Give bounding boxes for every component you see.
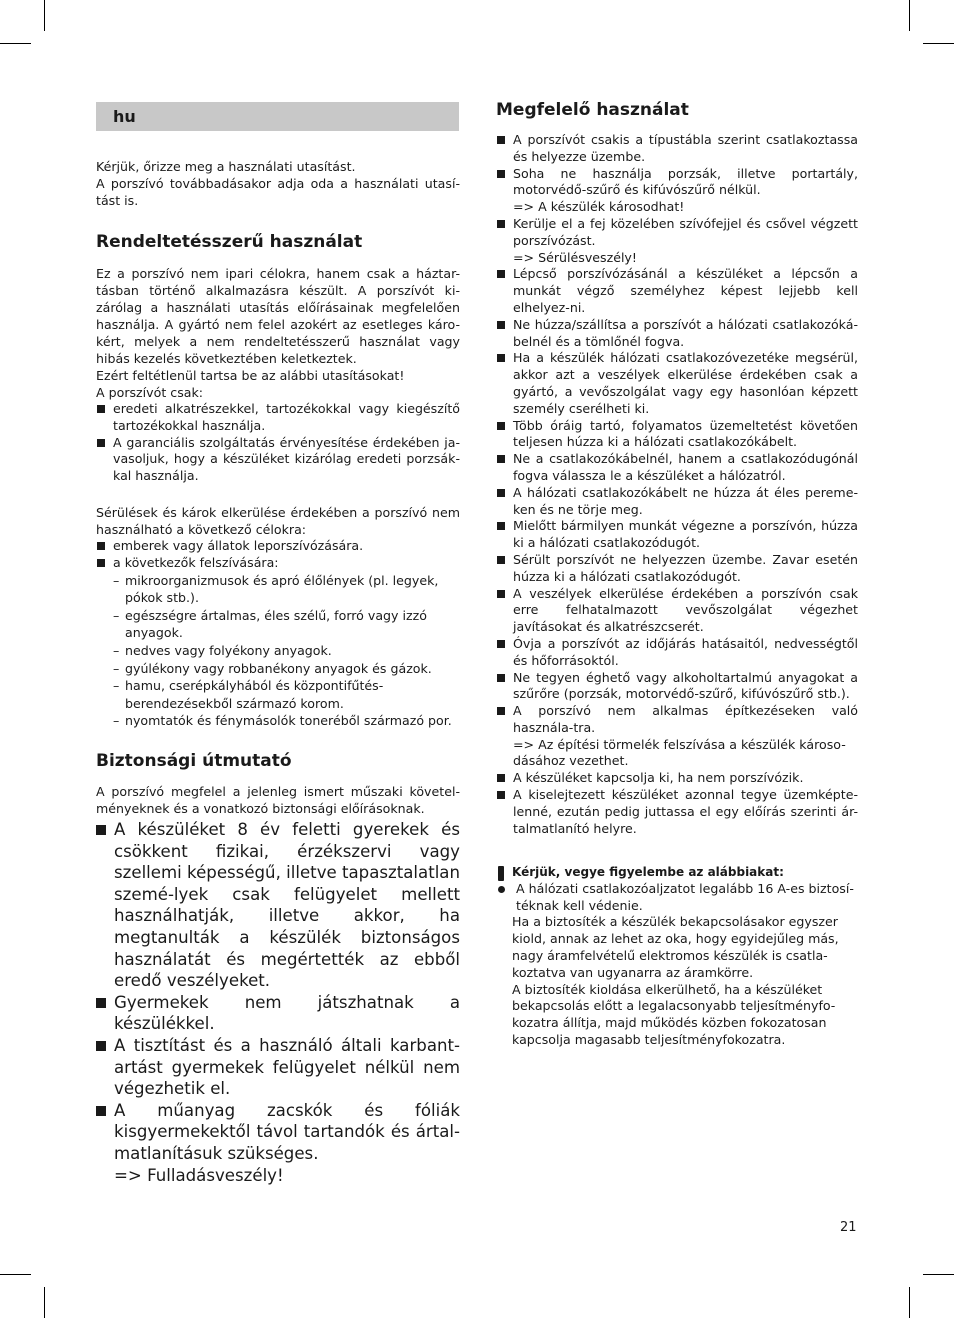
list-item xyxy=(496,216,858,266)
note-box xyxy=(512,864,858,1049)
list-item-text: Ha a készülék hálózati csatlakozóvezetéke megsérül, akkor azt a veszélyek elkerülése érdekében csak a gyártó, a vevőszolgálat vagy egy hasonlóan képzett személy cserélheti ki. xyxy=(513,350,858,416)
list-item xyxy=(496,132,858,166)
list-item-note: => A készülék károsodhat! xyxy=(513,199,685,215)
paragraph: A porszívót csak: xyxy=(96,385,204,400)
list-item: A műanyag zacskók és fóliák kisgyermekektől távol tartandók és ártal-matlanításuk szükséges. xyxy=(96,1100,460,1165)
sub-list xyxy=(96,572,460,730)
list-item-text: Kerülje el a fej közelében szívófejjel és csővel végzett porszívózást. xyxy=(513,215,858,248)
list-item xyxy=(496,518,858,552)
bullet-list xyxy=(496,132,858,837)
sub-item: – nyomtatók és fénymásolók toneréből származó por. xyxy=(113,712,460,730)
list-item xyxy=(496,418,858,452)
section-title: Megfelelő használat xyxy=(496,100,689,120)
sub-item: – gyúlékony vagy robbanékony anyagok és gázok. xyxy=(113,660,460,678)
warning-text: => Fulladásveszély! xyxy=(114,1165,284,1185)
list-item-note: => Sérülésveszély! xyxy=(513,249,637,265)
list-item-text: Sérült porszívót ne helyezzen üzembe. Zavar esetén húzza ki a hálózati csatlakozódugót. xyxy=(513,551,858,584)
list-item: A tisztítást és a használó általi karbant-artást gyermekek felügyelet nélkül nem végezhetik el. xyxy=(96,1035,460,1100)
list-item-text: Óvja a porszívót az időjárás hatásaitól, nedvességtől és hőforrásoktól. xyxy=(513,635,858,668)
crop-mark xyxy=(0,43,31,44)
section-body xyxy=(96,504,460,730)
list-item: A garanciális szolgáltatás érvényesítése érdekében ja-vasoljuk, hogy a készüléket kizárólag eredeti porzsák-kal használja. xyxy=(96,435,460,485)
list-item xyxy=(496,166,858,216)
paragraph: A porszívó megfelel a jelenleg ismert műszaki követel-ményeknek és a vonatkozó biztonsági előírásoknak. xyxy=(96,784,460,816)
sub-item: – egészségre ártalmas, éles szélű, forró vagy izzó anyagok. xyxy=(113,607,460,642)
intro xyxy=(96,158,460,209)
section-title: Biztonsági útmutató xyxy=(96,751,292,771)
list-item-text: Soha ne használja porzsák, illetve portartály, motorvédő-szűrő és kifúvószűrő nélkül. xyxy=(513,165,858,198)
intro-line: A porszívó továbbadásakor adja oda a használati utasí-tást is. xyxy=(96,176,460,208)
exclamation-icon xyxy=(496,866,506,893)
language-bar: hu xyxy=(96,102,459,131)
section-body xyxy=(96,265,460,485)
crop-mark xyxy=(923,43,954,44)
warning xyxy=(96,1165,460,1187)
list-item xyxy=(496,350,858,417)
list-item: emberek vagy állatok leporszívózására. xyxy=(96,538,460,555)
note-paragraph: A biztosíték kioldása elkerülhető, ha a készüléket bekapcsolás előtt a legalacsonyabb teljesítményfo-kozatra állítja, majd működés közben fokozatosan kapcsolja magasabb teljesítményfokozatra. xyxy=(512,981,836,1047)
list-item-text: A porszívó nem alkalmas építkezéseken való használa-tra. xyxy=(513,703,858,735)
list-item xyxy=(496,266,858,316)
list-item-note: => Az építési törmelék felszívása a készülék károso-dásához vezethet. xyxy=(513,736,846,769)
list-item xyxy=(496,636,858,670)
list-item-text: A kiselejtezett készüléket azonnal tegye üzemképte-lenné, ezután pedig juttassa el egy előírás szerinti ár-talmatlanító helyre. xyxy=(513,787,858,836)
list-item-text: Ne tegyen éghető vagy alkoholtartalmú anyagokat a szűrőre (porzsák, motorvédő-szűrő, kifúvószűrő stb.). xyxy=(513,669,858,702)
list-item-text: Több óráig tartó, folyamatos üzemeltetést követően teljesen húzza ki a hálózati csatlakozókábelt. xyxy=(513,417,858,450)
list-item-text: A porszívót csakis a típustábla szerint csatlakoztassa és helyezze üzembe. xyxy=(513,132,858,164)
section-title: Rendeltetésszerű használat xyxy=(96,232,363,252)
list-item-text: Mielőtt bármilyen munkát végezne a porszívón, húzza ki a hálózati csatlakozódugót. xyxy=(513,518,858,551)
note-paragraph: A hálózati csatlakozóaljzatot legalább 16 A-es biztosí-téknak kell védenie. xyxy=(516,880,854,913)
sub-item: – mikroorganizmusok és apró élőlények (pl. legyek, pókok stb.). xyxy=(113,572,460,607)
paragraph: Ez a porszívó nem ipari célokra, hanem csak a háztar-tásban történő alkalmazásra készült. A porszívót ki-zárólag a használati utasítás előírásainak megfelelően használja. A gyártó nem felel azokért az esetleges káro-kért, melyek a nem rendeltetésszerű használat vagy hibás kezelés következtében keletkeztek. xyxy=(96,266,460,366)
list-item xyxy=(496,451,858,485)
sub-item: – nedves vagy folyékony anyagok. xyxy=(113,642,460,660)
list-item xyxy=(496,552,858,586)
crop-mark xyxy=(909,1287,910,1318)
list-item xyxy=(496,703,858,770)
list-item xyxy=(496,485,858,519)
list-item xyxy=(496,317,858,351)
list-item-text: A hálózati csatlakozókábelt ne húzza át éles pereme-ken és ne törje meg. xyxy=(513,484,858,517)
list-item xyxy=(496,770,858,787)
crop-mark xyxy=(44,0,45,31)
list-item xyxy=(496,670,858,704)
crop-mark xyxy=(909,0,910,31)
list-item-text: A veszélyek elkerülése érdekében a porszívón csak erre felhatalmazott vevőszolgálat végezhet javításokat és alkatrészcserét. xyxy=(513,585,858,635)
bullet-list xyxy=(96,819,460,1165)
intro-line: Kérjük, őrizze meg a használati utasítást. xyxy=(96,159,356,174)
bullet-list xyxy=(96,401,460,485)
list-item-text: Ne húzza/szállítsa a porszívót a hálózati csatlakozóká-belnél és a tömlőnél fogva. xyxy=(513,316,858,349)
bullet-list xyxy=(96,538,460,572)
list-item-text: A készüléket kapcsolja ki, ha nem porszívózik. xyxy=(513,770,804,786)
paragraph: Sérülések és károk elkerülése érdekében a porszívó nem használható a következő célokra: xyxy=(96,505,460,537)
list-item-text: Lépcső porszívózásánál a készüléket a lépcsőn a munkát végző személyhez képest lejjebb kell elhelyez-ni. xyxy=(513,266,858,315)
list-item xyxy=(496,586,858,636)
list-item xyxy=(496,787,858,837)
list-item: Gyermekek nem játszhatnak a készülékkel. xyxy=(96,992,460,1035)
list-item: a következők felszívására: xyxy=(96,555,460,572)
section-body xyxy=(96,783,460,1186)
list-item-text: Ne a csatlakozókábelnél, hanem a csatlakozódugónál fogva válassza le a készüléket a hálózatról. xyxy=(513,451,858,483)
crop-mark xyxy=(923,1274,954,1275)
paragraph: Ezért feltétlenül tartsa be az alábbi utasításokat! xyxy=(96,368,405,383)
list-item: A készüléket 8 év feletti gyerekek és csökkent fizikai, érzékszervi vagy szellemi képességű, illetve tapasztalatlan szemé-lyek csak felügyelet mellett használhatják, illetve akkor, ha megtanulták a készülék biztonságos használatát és megértették az ebből eredő veszélyeket. xyxy=(96,819,460,992)
crop-mark xyxy=(0,1274,31,1275)
note-paragraph: Ha a biztosíték a készülék bekapcsolásakor egyszer kiold, annak az lehet az oka, hogy egyidejűleg más, nagy áramfelvételű elektromos készülék is csatla-koztatva van ugyanarra az áramkörre. xyxy=(512,914,839,980)
note-heading: Kérjük, vegye figyelembe az alábbiakat: xyxy=(512,865,784,879)
page-number: 21 xyxy=(840,1220,857,1235)
sub-item: – hamu, cserépkályhából és központifűtés-berendezésekből származó korom. xyxy=(113,677,460,712)
list-item: eredeti alkatrészekkel, tartozékokkal vagy kiegészítő tartozékokkal használja. xyxy=(96,401,460,435)
section-body xyxy=(496,132,858,837)
crop-mark xyxy=(44,1287,45,1318)
